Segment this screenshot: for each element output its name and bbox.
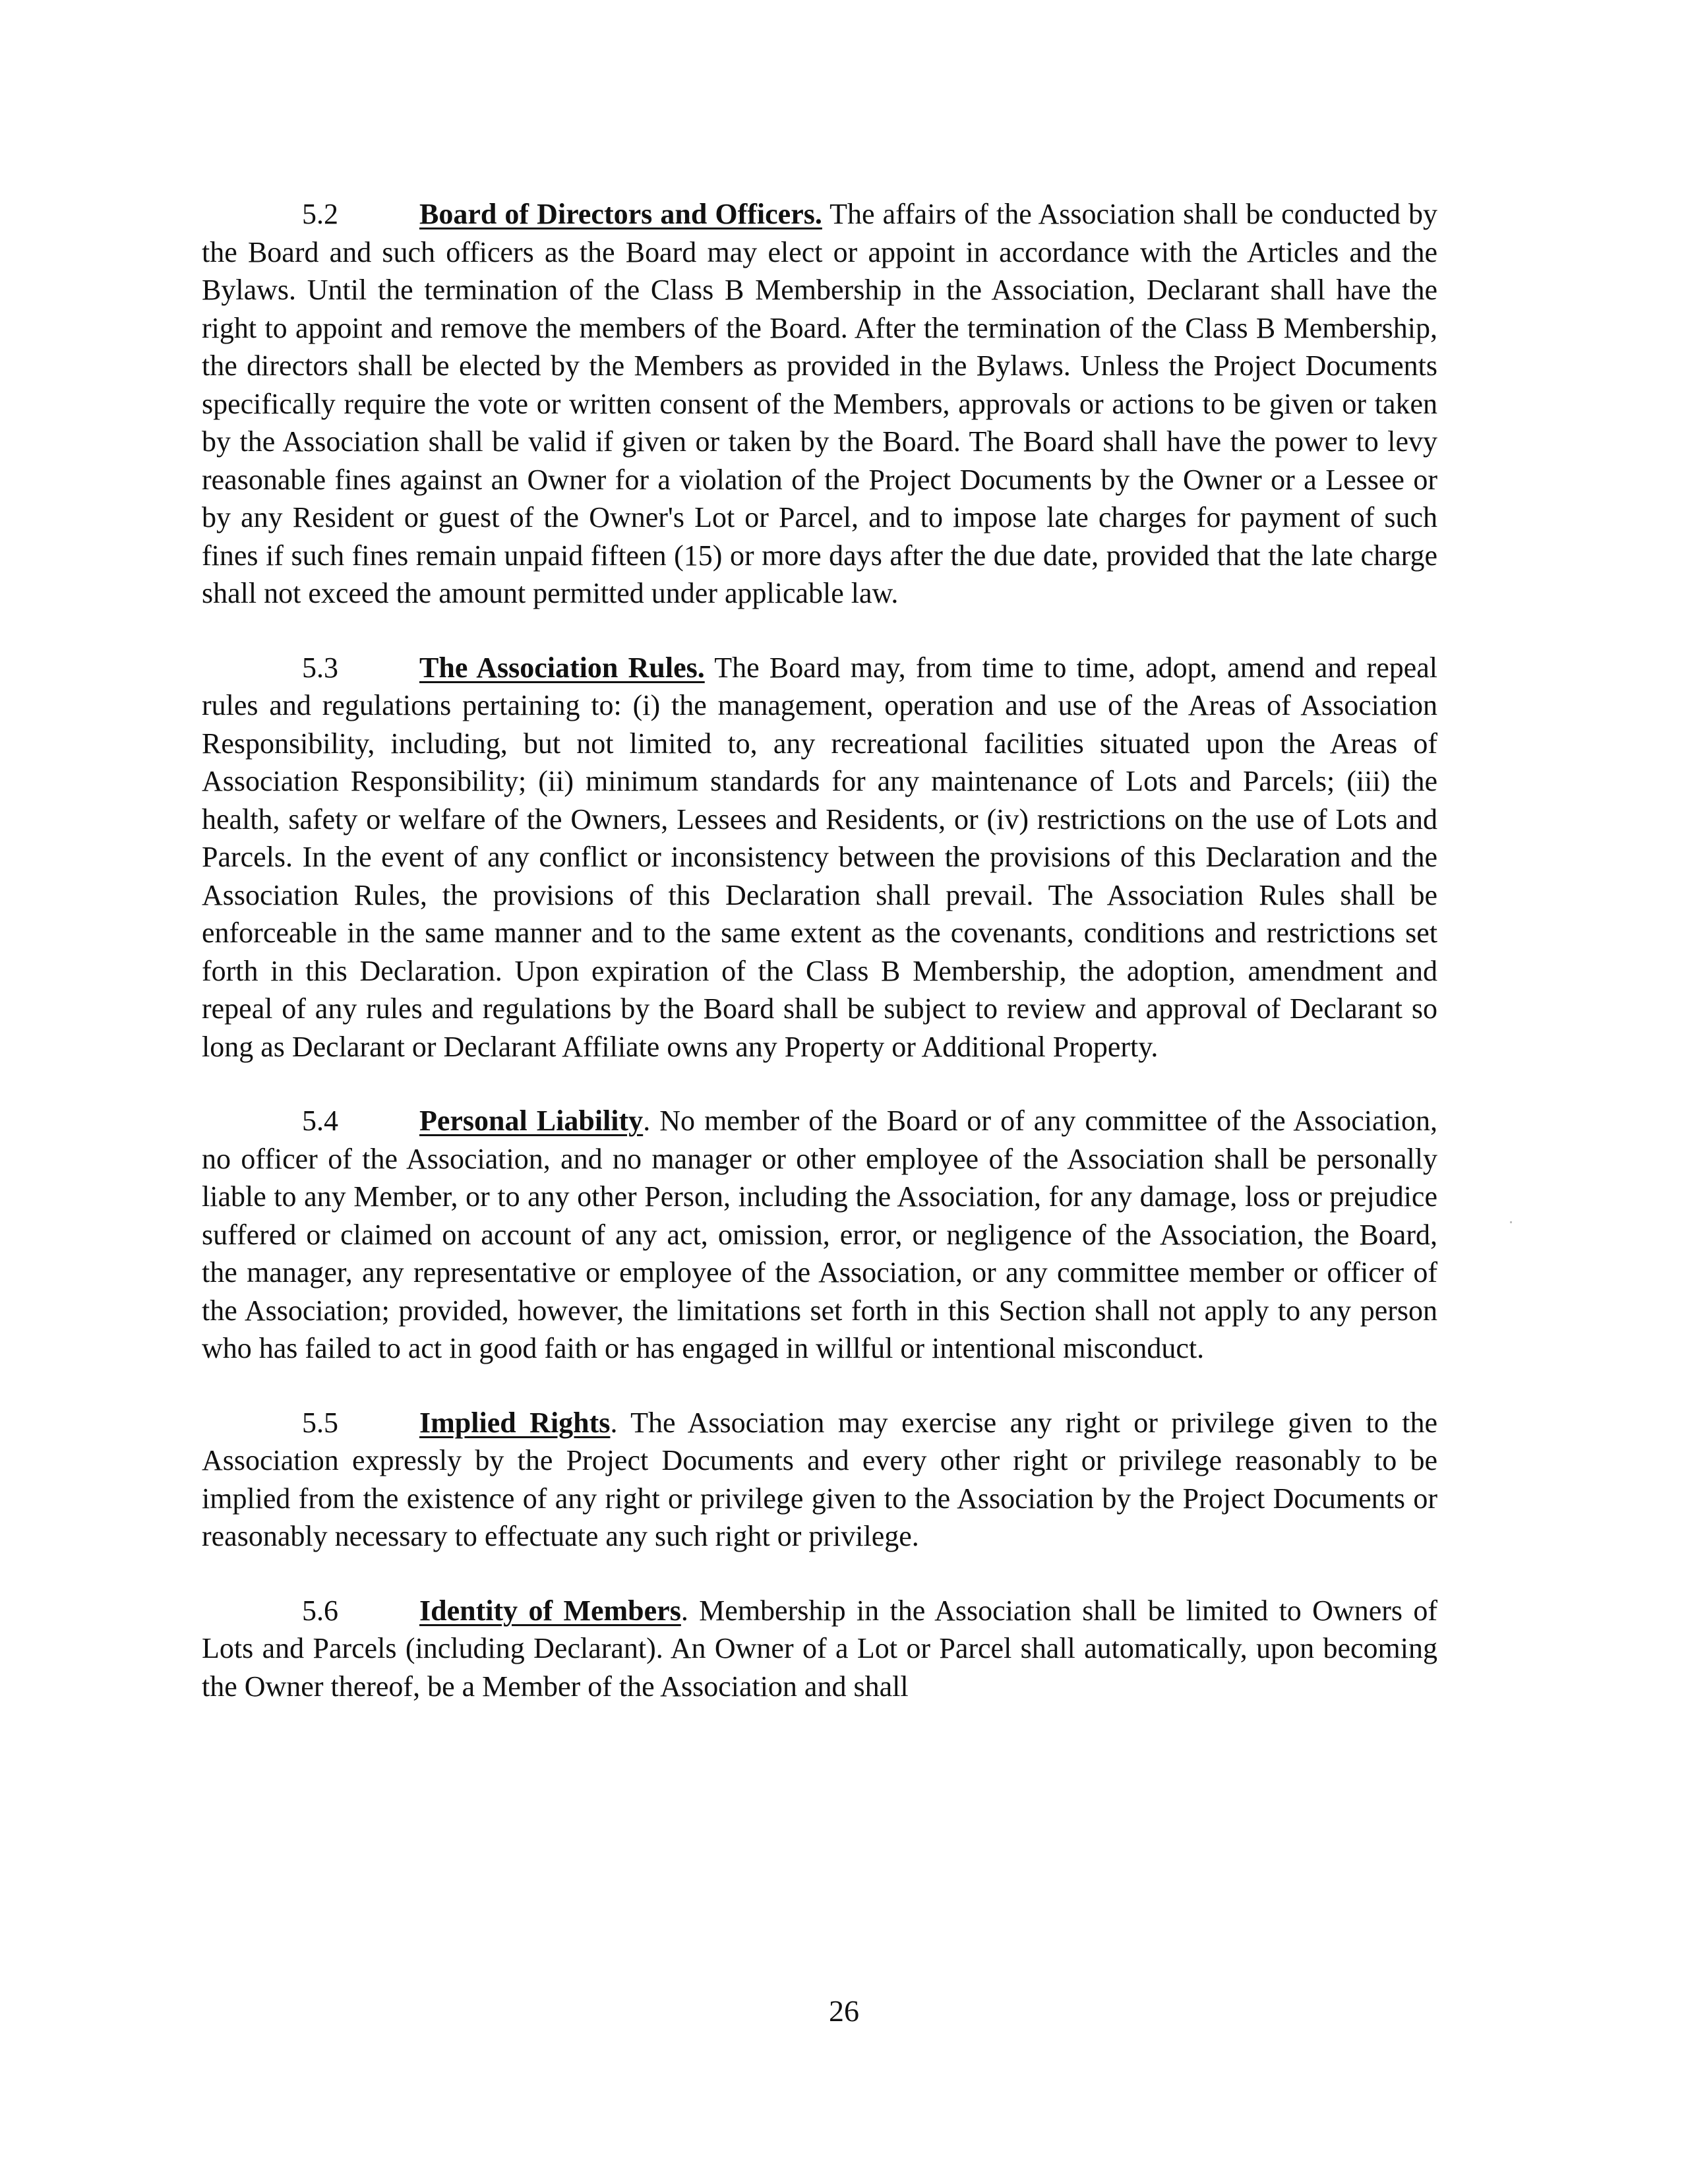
section-body: . Membership in the Association shall be limited to Owners of Lots and Parcels (including Declarant). An Owner of a Lot or Parcel shall automatically, upon becoming the Owner thereof, be a Member of the Association and shall <box>202 1594 1437 1703</box>
section-body: . The Association may exercise any right or privilege given to the Association expressly by the Project Documents and every other right or privilege reasonably to be implied from the existence of any right or privilege given to the Association by the Project Documents or reasonably necessary to effectuate any such right or privilege. <box>202 1406 1437 1552</box>
scan-speck <box>1510 1221 1512 1223</box>
section-5-3 <box>202 649 1437 1066</box>
section-5-2 <box>202 195 1437 613</box>
section-body: The Board may, from time to time, adopt, amend and repeal rules and regulations pertaining to: (i) the management, operation and use of the Areas of Association Responsibility, including, but not limited to, any recreational facilities situated upon the Areas of Association Responsibility; (ii) minimum standards for any maintenance of Lots and Parcels; (iii) the health, safety or welfare of the Owners, Lessees and Residents, or (iv) restrictions on the use of Lots and Parcels. In the event of any conflict or inconsistency between the provisions of this Declaration and the Association Rules, the provisions of this Declaration shall prevail. The Association Rules shall be enforceable in the same manner and to the same extent as the covenants, conditions and restrictions set forth in this Declaration. Upon expiration of the Class B Membership, the adoption, amendment and repeal of any rules and regulations by the Board shall be subject to review and approval of Declarant so long as Declarant or Declarant Affiliate owns any Property or Additional Property. <box>202 651 1438 1063</box>
section-number: 5.3 <box>302 651 338 684</box>
section-heading: Identity of Members <box>419 1594 681 1627</box>
section-heading: Board of Directors and Officers. <box>419 198 822 230</box>
page-number: 26 <box>829 1994 859 2028</box>
section-number: 5.5 <box>302 1406 338 1439</box>
section-body: The affairs of the Association shall be conducted by the Board and such officers as the Board may elect or appoint in accordance with the Articles and the Bylaws. Until the termination of the Class B Membership in the Association, Declarant shall have the right to appoint and remove the members of the Board. After the termination of the Class B Membership, the directors shall be elected by the Members as provided in the Bylaws. Unless the Project Documents specifically require the vote or written consent of the Members, approvals or actions to be given or taken by the Association shall be valid if given or taken by the Board. The Board shall have the power to levy reasonable fines against an Owner for a violation of the Project Documents by the Owner or a Lessee or by any Resident or guest of the Owner's Lot or Parcel, and to impose late charges for payment of such fines if such fines remain unpaid fifteen (15) or more days after the due date, provided that the late charge shall not exceed the amount permitted under applicable law. <box>202 198 1437 609</box>
section-body: . No member of the Board or of any committee of the Association, no officer of the Association, and no manager or other employee of the Association shall be personally liable to any Member, or to any other Person, including the Association, for any damage, loss or prejudice suffered or claimed on account of any act, omission, error, or negligence of the Association, the Board, the manager, any representative or employee of the Association, or any committee member or officer of the Association; provided, however, the limitations set forth in this Section shall not apply to any person who has failed to act in good faith or has engaged in willful or intentional misconduct. <box>202 1105 1437 1364</box>
section-heading: Personal Liability <box>419 1105 644 1137</box>
section-5-6 <box>202 1592 1437 1706</box>
section-5-4 <box>202 1102 1437 1368</box>
section-number: 5.4 <box>302 1105 338 1137</box>
section-number: 5.2 <box>302 198 338 230</box>
document-body <box>202 195 1437 1742</box>
section-number: 5.6 <box>302 1594 338 1627</box>
section-5-5 <box>202 1404 1437 1556</box>
section-heading: The Association Rules. <box>419 651 705 684</box>
section-heading: Implied Rights <box>419 1406 611 1439</box>
